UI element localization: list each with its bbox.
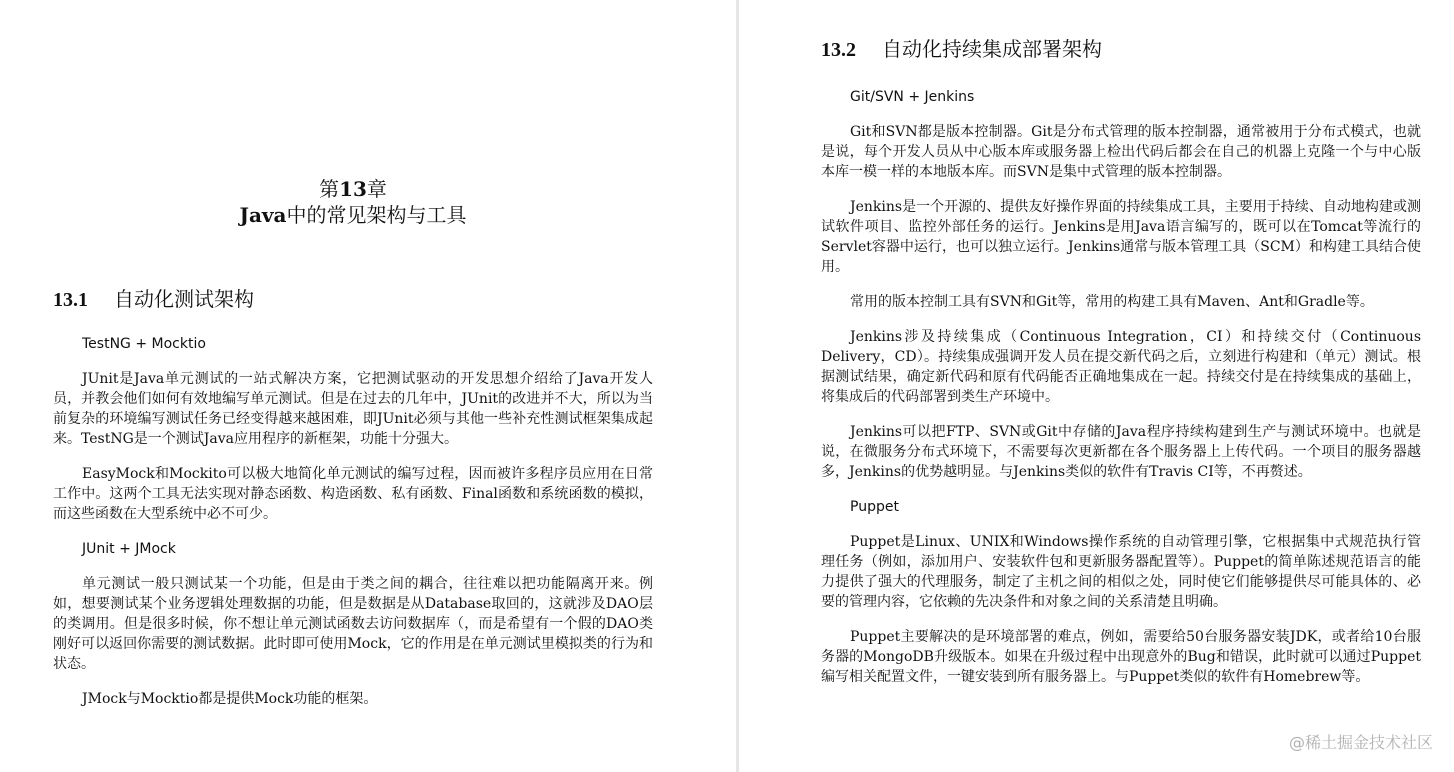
section-title: 自动化持续集成部署架构 bbox=[882, 37, 1102, 61]
paragraph: JMock与Mocktio都是提供Mock功能的框架。 bbox=[82, 691, 378, 707]
subheading-testng-mocktio: TestNG + Mocktio bbox=[82, 336, 206, 352]
chapter-title-strong: Java bbox=[239, 203, 287, 227]
chapter-title bbox=[53, 176, 653, 228]
chapter-number-suffix: 章 bbox=[366, 177, 387, 201]
right-page-content bbox=[821, 36, 1421, 687]
chapter-title-rest: 中的常见架构与工具 bbox=[286, 203, 467, 227]
paragraph: JUnit是Java单元测试的一站式解决方案，它把测试驱动的开发思想介绍给了Java开发人员，并教会他们如何有效地编写单元测试。但是在过去的几年中，JUnit的改进并不大，所以为当前复杂的环境编写测试任务已经变得越来越困难，即JUnit必须与其他一些补充性测试框架集成起来。TestNG是一个测试Java应用程序的新框架，功能十分强大。 bbox=[53, 371, 653, 447]
chapter-number: 13 bbox=[339, 177, 367, 201]
chapter-name-line bbox=[53, 202, 653, 228]
paragraph: 常用的版本控制工具有SVN和Git等，常用的构建工具有Maven、Ant和Gradle等。 bbox=[850, 294, 1374, 310]
paragraph: Jenkins涉及持续集成（Continuous Integration，CI）和持续交付（Continuous Delivery，CD）。持续集成强调开发人员在提交新代码之后，立刻进行构建和（单元）测试。根据测试结果，确定新代码和原有代码能否正确地集成在一起。持续交付是在持续集成的基础上，将集成后的代码部署到类生产环境中。 bbox=[821, 329, 1421, 405]
paragraph: Jenkins可以把FTP、SVN或Git中存储的Java程序持续构建到生产与测试环境中。也就是说，在微服务分布式环境下，不需要每次更新都在各个服务器上上传代码。一个项目的服务器越多，Jenkins的优势越明显。与Jenkins类似的软件有Travis CI等，不再赘述。 bbox=[821, 424, 1421, 480]
paragraph: Jenkins是一个开源的、提供友好操作界面的持续集成工具，主要用于持续、自动地构建或测试软件项目、监控外部任务的运行。Jenkins是用Java语言编写的，既可以在Tomcat等流行的Servlet容器中运行，也可以独立运行。Jenkins通常与版本管理工具（SCM）和构建工具结合使用。 bbox=[821, 199, 1421, 275]
section-title: 自动化测试架构 bbox=[114, 287, 254, 311]
paragraph: Git和SVN都是版本控制器。Git是分布式管理的版本控制器，通常被用于分布式模式，也就是说，每个开发人员从中心版本库或服务器上检出代码后都会在自己的机器上克隆一个与中心版本库一模一样的本地版本库。而SVN是集中式管理的版本控制器。 bbox=[821, 124, 1421, 180]
watermark: @稀土掘金技术社区 bbox=[1288, 733, 1433, 752]
chapter-number-prefix: 第 bbox=[319, 177, 340, 201]
paragraph: Puppet主要解决的是环境部署的难点，例如，需要给50台服务器安装JDK，或者给10台服务器的MongoDB升级版本。如果在升级过程中出现意外的Bug和错误，此时就可以通过Puppet编写相关配置文件，一键安装到所有服务器上。与Puppet类似的软件有Homebrew等。 bbox=[821, 629, 1421, 685]
paragraph: Puppet是Linux、UNIX和Windows操作系统的自动管理引擎，它根据集中式规范执行管理任务（例如，添加用户、安装软件包和更新服务器配置等）。Puppet的简单陈述规范语言的能力提供了强大的代理服务，制定了主机之间的相似之处，同时使它们能够提供尽可能具体的、必要的管理内容，它依赖的先决条件和对象之间的关系清楚且明确。 bbox=[821, 534, 1421, 610]
left-page-content bbox=[53, 176, 653, 709]
section-number: 13.1 bbox=[53, 289, 88, 311]
section-number: 13.2 bbox=[821, 39, 856, 61]
subheading-junit-jmock: JUnit + JMock bbox=[82, 541, 176, 557]
subheading-puppet: Puppet bbox=[850, 499, 899, 515]
section-heading-13-2 bbox=[821, 36, 1421, 63]
right-page bbox=[739, 0, 1454, 772]
subheading-git-svn-jenkins: Git/SVN + Jenkins bbox=[850, 89, 975, 105]
chapter-number-line bbox=[53, 176, 653, 202]
paragraph: EasyMock和Mockito可以极大地简化单元测试的编写过程，因而被许多程序员应用在日常工作中。这两个工具无法实现对静态函数、构造函数、私有函数、Final函数和系统函数的模拟，而这些函数在大型系统中必不可少。 bbox=[53, 466, 653, 522]
section-heading-13-1 bbox=[53, 286, 653, 313]
paragraph: 单元测试一般只测试某一个功能，但是由于类之间的耦合，往往难以把功能隔离开来。例如，想要测试某个业务逻辑处理数据的功能，但是数据是从Database取回的，这就涉及DAO层的类调用。但是很多时候，你不想让单元测试函数去访问数据库（，而是希望有一个假的DAO类刚好可以返回你需要的测试数据。此时即可使用Mock，它的作用是在单元测试里模拟类的行为和状态。 bbox=[53, 576, 653, 672]
